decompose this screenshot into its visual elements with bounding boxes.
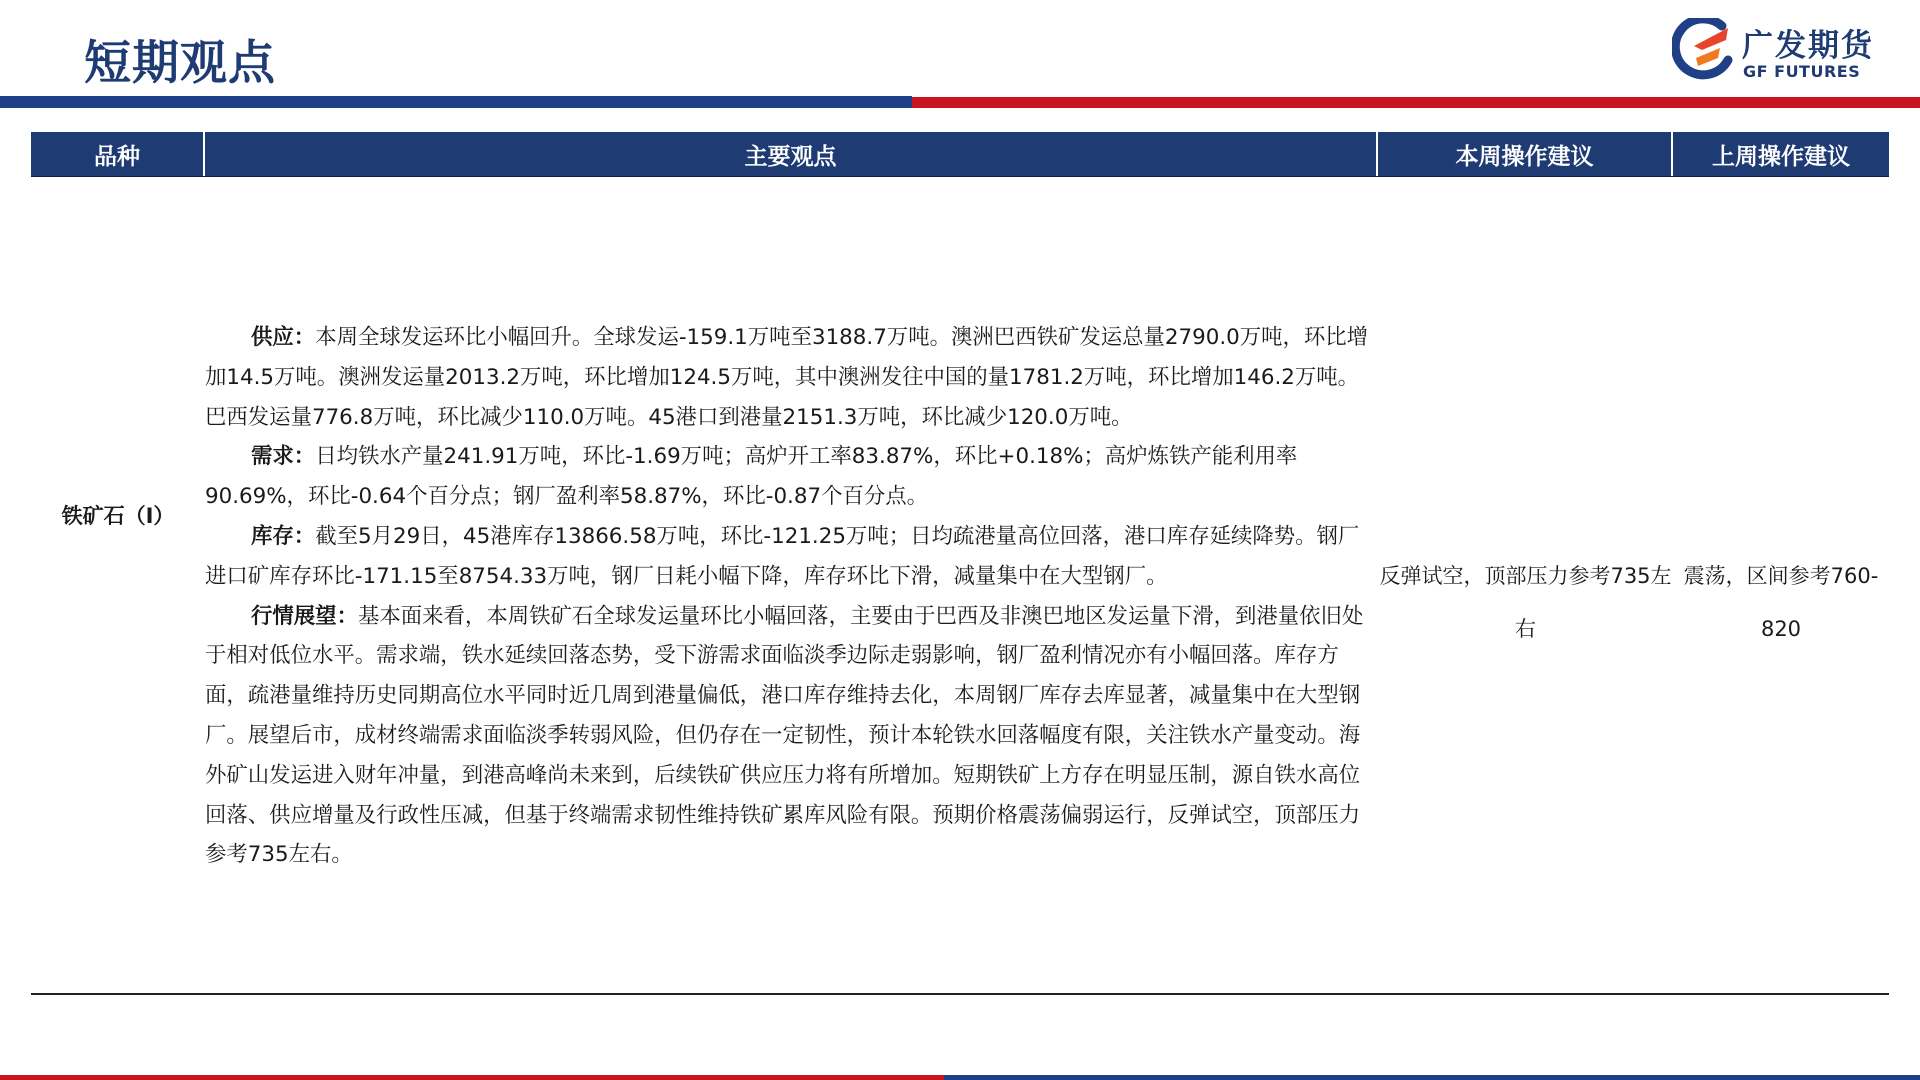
page-title: 短期观点 [84, 36, 276, 91]
inventory-paragraph [205, 517, 1380, 597]
header-main-view: 主要观点 [205, 132, 1378, 176]
logo-en-text: GF FUTURES [1743, 62, 1861, 81]
outlook-label: 行情展望： [251, 603, 358, 629]
supply-label: 供应： [251, 325, 316, 350]
header-last-week-advice: 上周操作建议 [1712, 143, 1850, 170]
outlook-paragraph [205, 597, 1380, 876]
this-week-advice-cell: 反弹试空，顶部压力参考735左右 [1379, 564, 1672, 641]
inventory-text: 截至5月29日，45港库存13866.58万吨，环比-121.25万吨；日均疏港量高位回落，港口库存延续降势。钢厂进口矿库存环比-171.15至8754.33万吨，钢厂日耗小幅下降，库存环比下滑，减量集中在大型钢厂。 [205, 523, 1360, 589]
footer-band-red [0, 1075, 944, 1080]
table-bottom-border [31, 993, 1889, 995]
demand-paragraph [205, 437, 1380, 517]
outlook-text: 基本面来看，本周铁矿石全球发运量环比小幅回落，主要由于巴西及非澳巴地区发运量下滑，到港量依旧处于相对低位水平。需求端，铁水延续回落态势，受下游需求面临淡季边际走弱影响，钢厂盈利情况亦有小幅回落。库存方面，疏港量维持历史同期高位水平同时近几周到港量偏低，港口库存维持去化，本周钢厂库存去库显著，减量集中在大型钢厂。展望后市，成材终端需求面临淡季转弱风险，但仍存在一定韧性，预计本轮铁水回落幅度有限，关注铁水产量变动。海外矿山发运进入财年冲量，到港高峰尚未来到，后续铁矿供应压力将有所增加。短期铁矿上方存在明显压制，源自铁水高位回落、供应增量及行政性压减，但基于终端需求韧性维持铁矿累库风险有限。预期价格震荡偏弱运行，反弹试空，顶部压力参考735左右。 [205, 603, 1364, 868]
supply-paragraph [205, 318, 1380, 437]
variety-cell: 铁矿石（I） [61, 504, 175, 528]
last-week-advice-cell: 震荡，区间参考760-820 [1683, 564, 1879, 641]
header-band-blue [0, 96, 912, 108]
main-view-cell [205, 318, 1380, 875]
table-header [31, 132, 1889, 177]
gf-futures-logo [1672, 18, 1892, 84]
header-this-week-advice: 本周操作建议 [1378, 132, 1673, 176]
gf-logo-icon [1672, 18, 1736, 84]
header-band-red [912, 97, 1920, 108]
logo-cn-text: 广发期货 [1742, 28, 1874, 64]
supply-text: 本周全球发运环比小幅回升。全球发运-159.1万吨至3188.7万吨。澳洲巴西铁矿发运总量2790.0万吨，环比增加14.5万吨。澳洲发运量2013.2万吨，环比增加124.5万吨，其中澳洲发往中国的量1781.2万吨，环比增加146.2万吨。巴西发运量776.8万吨，环比减少110.0万吨。45港口到港量2151.3万吨，环比减少120.0万吨。 [205, 325, 1369, 430]
demand-text: 日均铁水产量241.91万吨，环比-1.69万吨；高炉开工率83.87%，环比+0.18%；高炉炼铁产能利用率90.69%，环比-0.64个百分点；钢厂盈利率58.87%，环比-0.87个百分点。 [205, 444, 1298, 510]
demand-label: 需求： [251, 444, 316, 470]
inventory-label: 库存： [251, 523, 316, 549]
header-variety: 品种 [31, 132, 205, 176]
footer-band-blue [944, 1075, 1920, 1080]
